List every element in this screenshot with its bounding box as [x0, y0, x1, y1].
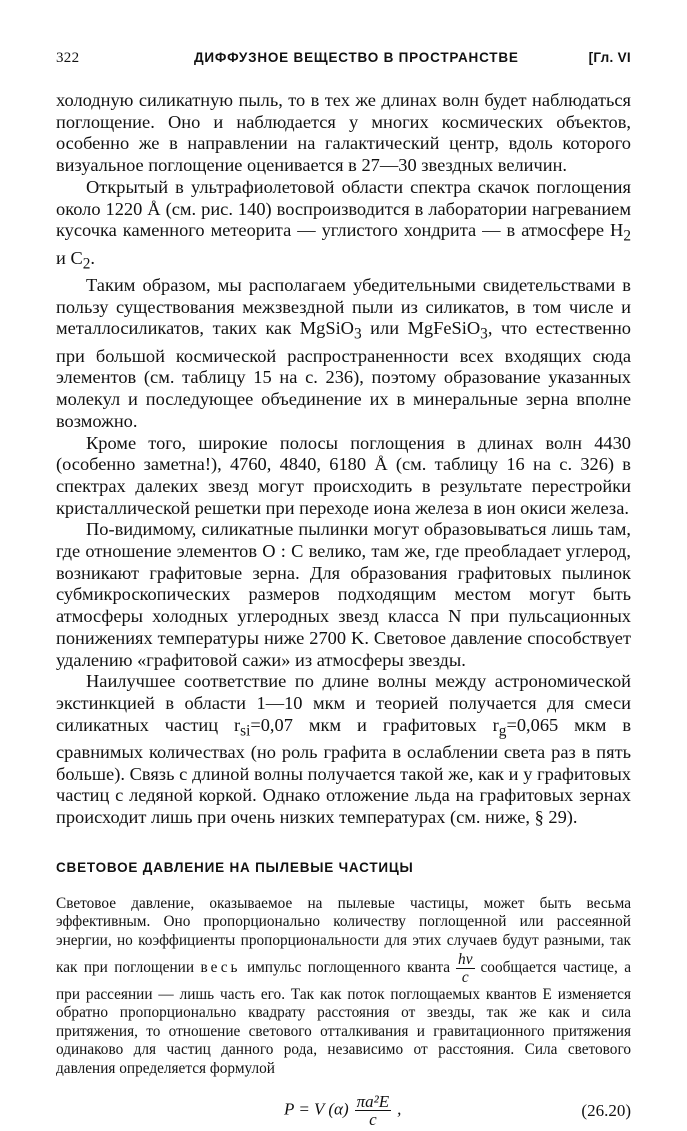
- equation-number: (26.20): [581, 1100, 631, 1120]
- running-title: ДИФФУЗНОЕ ВЕЩЕСТВО В ПРОСТРАНСТВЕ: [194, 50, 519, 65]
- paragraph-1: холодную силикатную пыль, то в тех же длинах волн будет наблюдаться поглощение. Оно и наблюдается у многих космических объектов, особенно же в направлении на галактический центр, вдоль которого визуальное поглощение оценивается в 27—30 звездных величин.: [56, 90, 631, 176]
- chapter-label: [Гл. VI: [588, 50, 631, 65]
- emphasized-word: весь: [200, 958, 241, 976]
- section-paragraph: Световое давление, оказываемое на пылевые частицы, может быть весьма эффективным. Оно пропорционально количеству поглощенной или рассеянной энергии, но коэффициенты пропорциональности для этих случаев будут разными, так как при поглощении весь импульс поглощенного кванта $\frac{h\nu}{c}$ сообщается частице, а при рассеянии — лишь часть его. Так как поток поглощаемых квантов E изменяется обратно пропорционально квадрату расстояния от звезды, так же как и сила притяжения, то отношение светового отталкивания и гравитационного притяжения одинаково для частиц данного рода, независимо от расстояния. Сила светового давления определяется формулой: [56, 894, 631, 1078]
- book-page: [56, 40, 631, 1131]
- section-heading: СВЕТОВОЕ ДАВЛЕНИЕ НА ПЫЛЕВЫЕ ЧАСТИЦЫ: [56, 859, 414, 875]
- paragraph-5: По-видимому, силикатные пылинки могут образовываться лишь там, где отношение элементов O : C велико, там же, где преобладает углерод, возникают графитовые зерна. Для образования графитовых пылинок субмикроскопических размеров подходящим местом могут быть атмосферы холодных углеродных звезд класса N при пульсационных понижениях температуры ниже 2700 K. Световое давление способствует удалению «графитовой сажи» из атмосферы звезды.: [56, 519, 631, 670]
- page-number: 322: [56, 50, 80, 66]
- paragraph-6: Наилучшее соответствие по длине волны между астрономической экстинкцией в области 1—10 мкм и теорией получается для смеси силикатных частиц $r_{si}=0,07$ мкм и графитовых $r_g=0,065$ мкм в сравнимых количествах (но роль графита в ослаблении света раз в пять больше). Связь с длиной волны получается такой же, как и у графитовых частиц с ледяной коркой. Однако отложение льда на графитовых зернах происходит лишь при очень низких температурах (см. ниже, § 29).: [56, 671, 631, 828]
- main-text: [56, 90, 631, 829]
- equation-26-20: [56, 1087, 631, 1131]
- paragraph-4: Кроме того, широкие полосы поглощения в длинах волн 4430 (особенно заметна!), 4760, 4840, 6180 Å (см. таблицу 16 на с. 326) в спектрах далеких звезд могут происходить в результате перестройки кристаллической решетки при переходе иона железа в ион окиси железа.: [56, 432, 631, 518]
- paragraph-2: Открытый в ультрафиолетовой области спектра скачок поглощения около 1220 Å (см. рис. 140) воспроизводится в лаборатории нагреванием кусочка каменного метеорита — углистого хондрита — в атмосфере $H_2$ и $C_2$.: [56, 176, 631, 273]
- equation-fraction: $\frac{\text{πa²E}}{c}$: [356, 1091, 390, 1129]
- quantum-fraction: $\frac{h\nu}{c}$: [458, 950, 473, 986]
- equation-body: P = V (α) $\frac{\text{πa²E}}{c}$ ,: [284, 1091, 402, 1129]
- paragraph-3: Таким образом, мы располагаем убедительными свидетельствами в пользу существования межзвездной пыли из силикатов, в том числе и металлосиликатов, таких как MgSiO$_3$ или MgFeSiO$_3$, что естественно при большой космической распространенности всех входящих сюда элементов (см. таблицу 15 на с. 236), поэтому образование указанных молекул и последующее объединение их в минеральные зерна вполне возможно.: [56, 274, 631, 431]
- section-text: [56, 895, 631, 1079]
- running-head: [56, 40, 631, 64]
